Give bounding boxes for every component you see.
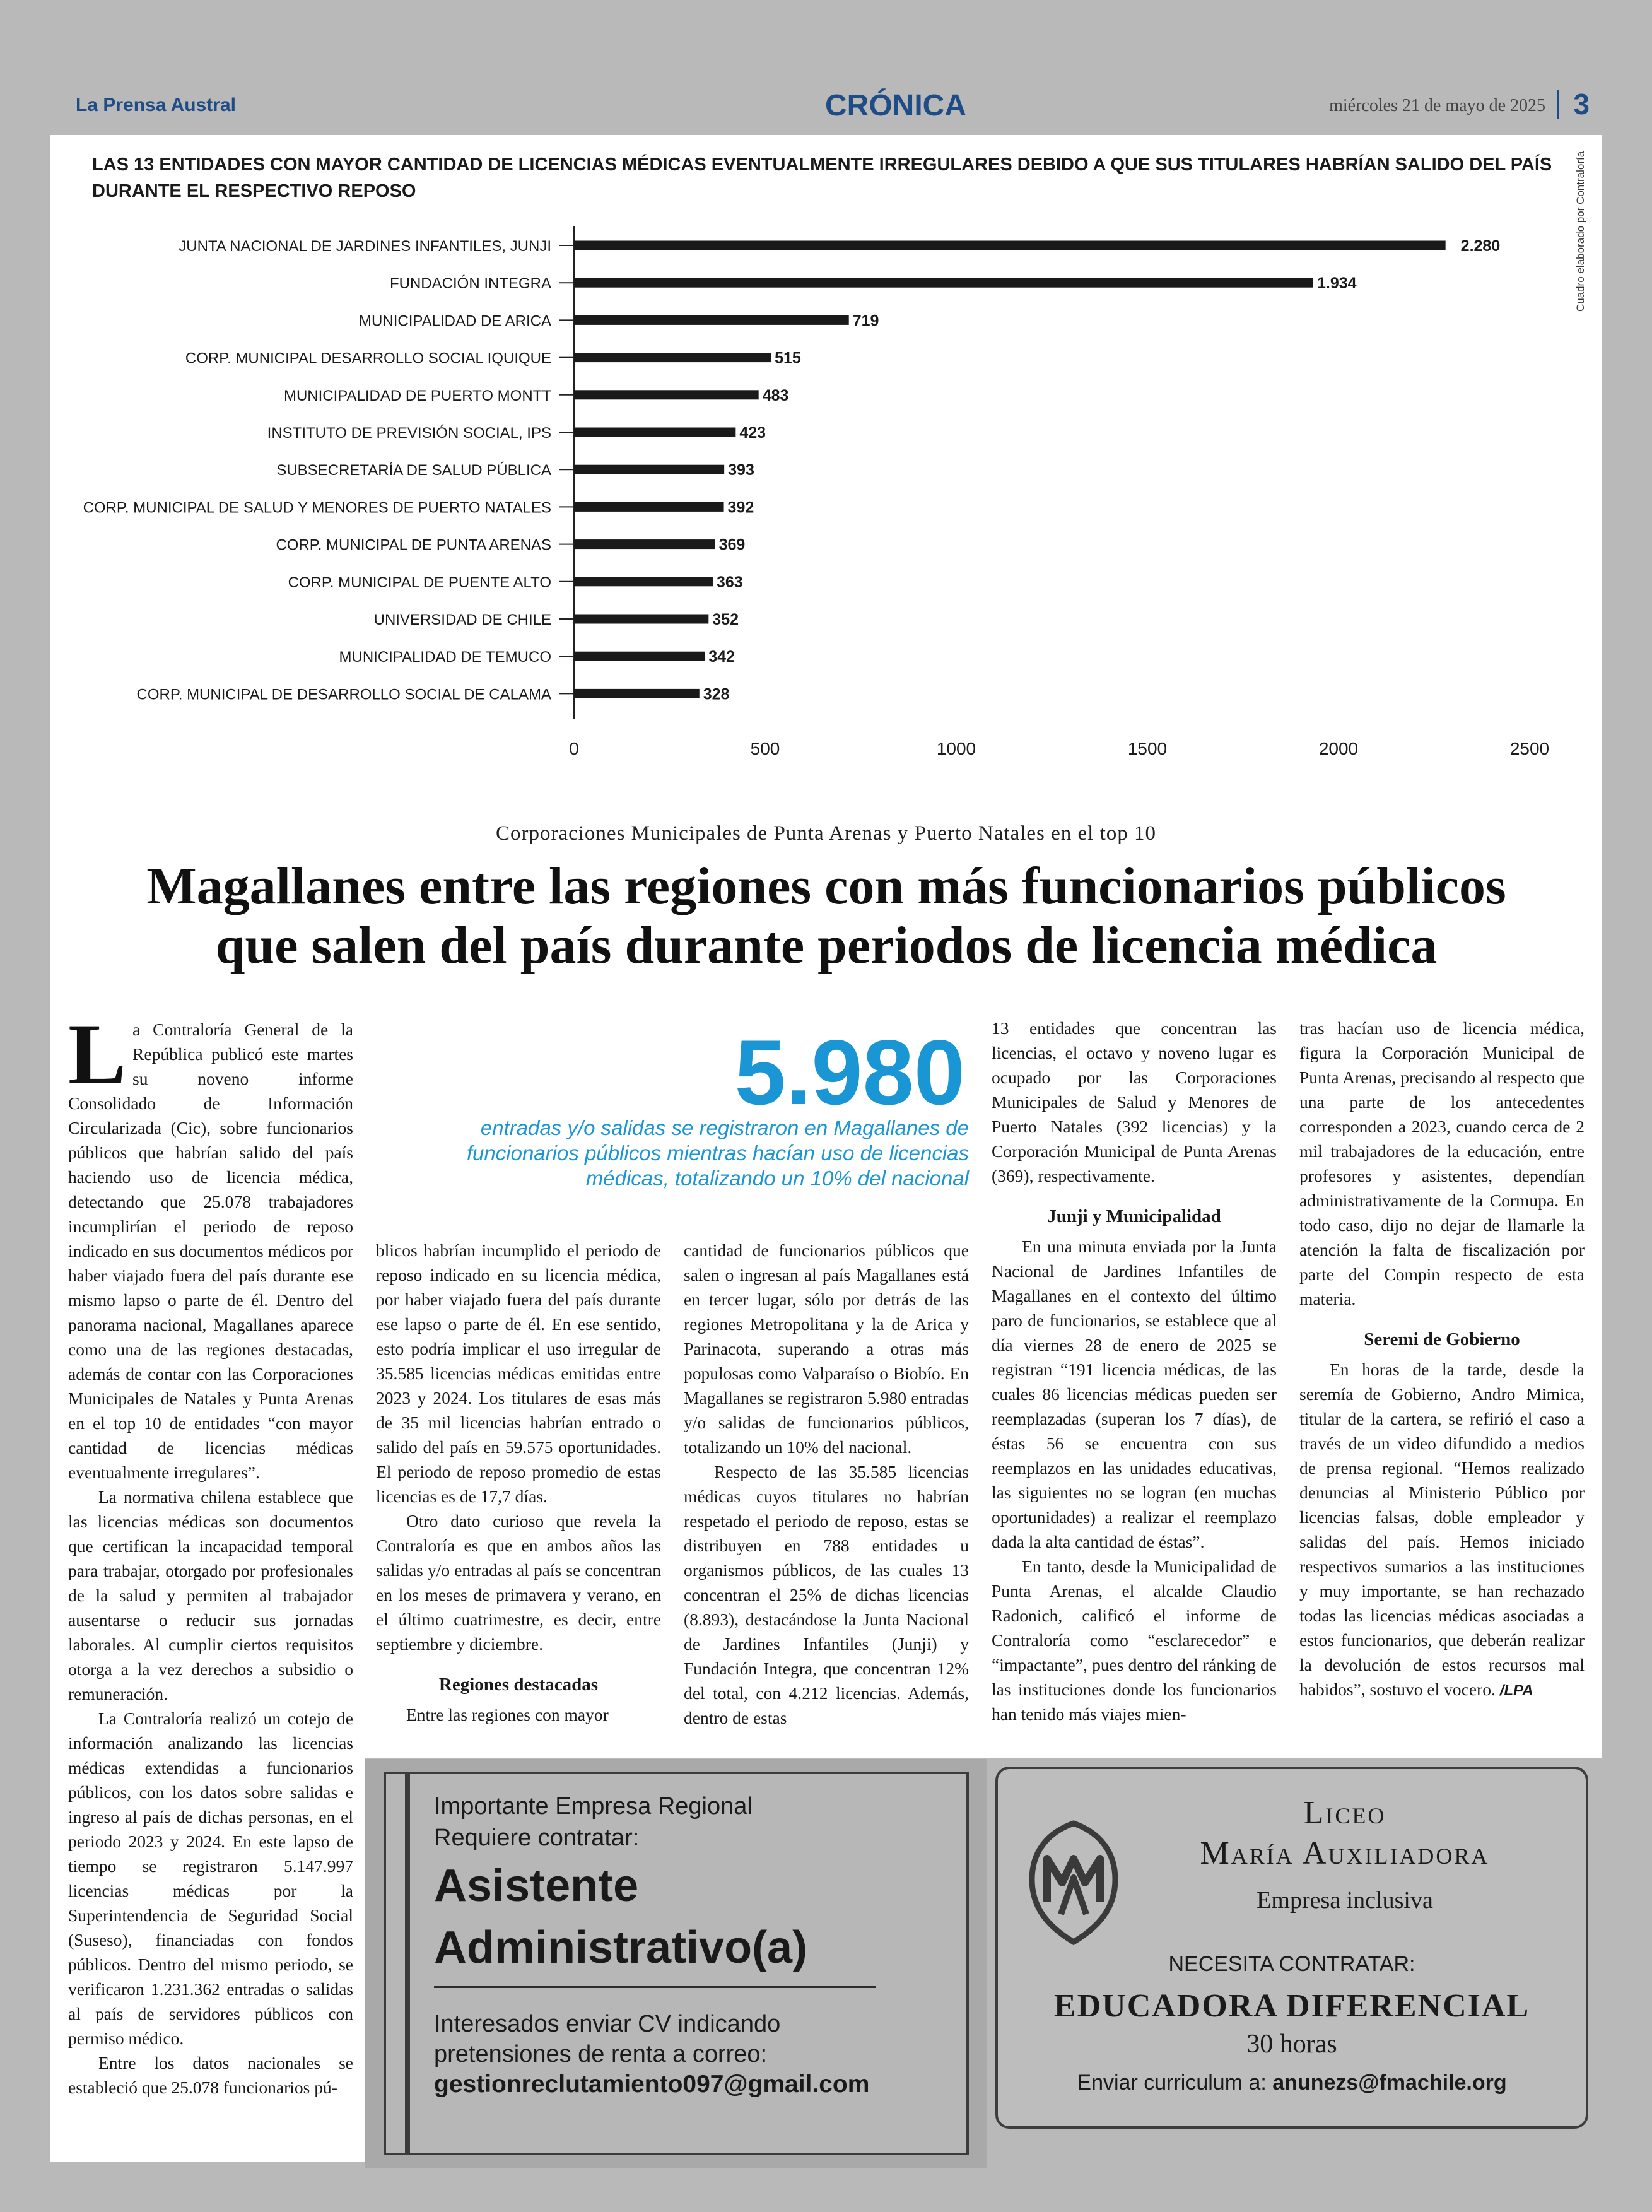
- category-label: SUBSECRETARÍA DE SALUD PÚBLICA: [276, 462, 551, 479]
- x-tick-label: 2000: [1318, 739, 1359, 758]
- paragraph: La normativa chilena establece que las licencias médicas son documentos que certifican la incapacidad temporal para trabajar, otorgado por profesionales de la salud y permiten al trabajador ausentarse o reducir sus jornadas laborales. Al cumplir ciertos requisitos otorga a la vez derechos a subsidio o remuneración.: [68, 1487, 353, 1703]
- data-label: 352: [712, 611, 739, 628]
- category-label: INSTITUTO DE PREVISIÓN SOCIAL, IPS: [267, 425, 551, 442]
- liceo-logo-icon: [1023, 1820, 1124, 1946]
- x-tick-label: 1000: [936, 739, 976, 758]
- chart-title: LAS 13 ENTIDADES CON MAYOR CANTIDAD DE LICENCIAS MÉDICAS EVENTUALMENTE IRREGULARES DEBIDO A QUE SUS TITULARES HABRÍAN SALIDO DEL PAÍS DURANTE EL RESPECTIVO REPOSO: [92, 155, 1552, 201]
- category-label: CORP. MUNICIPAL DE PUNTA ARENAS: [276, 536, 551, 554]
- category-label: FUNDACIÓN INTEGRA: [389, 275, 551, 293]
- category-label: MUNICIPALIDAD DE ARICA: [359, 312, 551, 330]
- section-title: CRÓNICA: [825, 89, 966, 122]
- bar: [574, 428, 735, 437]
- paragraph: Entre las regiones con mayor: [406, 1705, 609, 1724]
- job-ad-liceo: [995, 1767, 1588, 2129]
- job-ad-administrative: [365, 1759, 987, 2168]
- bar: [574, 390, 759, 399]
- liceo-contact: Enviar curriculum a: anunezs@fmachile.org: [1077, 2071, 1507, 2095]
- page-number: 3: [1573, 88, 1590, 121]
- paragraph: En tanto, desde la Municipalidad de Punta Arenas, el alcalde Claudio Radonich, calificó el informe de Contraloría como “esclarecedor” e “impactante”, pues dentro del ránking de las instituciones donde los funcionarios han tenido más viajes mien-: [992, 1556, 1277, 1724]
- liceo-name: Liceo María Auxiliadora: [1200, 1795, 1490, 1871]
- x-tick-label: 0: [569, 739, 579, 758]
- data-label: 483: [762, 386, 789, 404]
- category-label: CORP. MUNICIPAL DE SALUD Y MENORES DE PUERTO NATALES: [83, 499, 551, 517]
- highlight-text: entradas y/o salidas se registraron en Magallanes de funcionarios públicos mientras hacían uso de licencias médicas, totalizando un 10% del nacional: [466, 1116, 969, 1190]
- paragraph: blicos habrían incumplido el periodo de reposo indicado en su licencia médica, por haber viajado fuera del país durante ese lapso o parte de él. En ese sentido, esto podría implicar el uso irregular de 35.585 licencias médicas emitidas entre 2023 y 2024. Los titulares de esas más de 35 mil licencias habrían entrado o salido del país en 59.575 oportunidades. El periodo de reposo promedio de estas licencias es de 17,7 días.: [376, 1240, 661, 1506]
- data-label: 1.934: [1317, 274, 1357, 293]
- paragraph: tras hacían uso de licencia médica, figura la Corporación Municipal de Punta Arenas, precisando al respecto que una parte de los antecedentes corresponden a 2023, cuando cerca de 2 mil trabajadores de la educación, entre profesores y asistentes, dependían administrativamente de la Cormupa. En todo caso, dijo no dejar de llamarle la atención la falta de fiscalización por parte del Compin respecto de esta materia.: [1299, 1018, 1585, 1309]
- paragraph: Entre los datos nacionales se estableció que 25.078 funcionarios pú-: [68, 2053, 353, 2097]
- chart-source: Cuadro elaborado por Contraloría: [1574, 151, 1586, 312]
- article-column-5: [1299, 1016, 1585, 1703]
- liceo-need: NECESITA CONTRATAR:: [1168, 1952, 1415, 1976]
- bar: [574, 465, 724, 474]
- article-column-3: [684, 1238, 969, 1730]
- bar: [574, 689, 700, 698]
- data-label: 515: [775, 349, 801, 367]
- category-label: JUNTA NACIONAL DE JARDINES INFANTILES, JUNJI: [179, 238, 551, 255]
- liceo-role: EDUCADORA DIFERENCIAL: [1053, 1988, 1530, 2024]
- ad-divider: [434, 1986, 876, 1988]
- paragraph: En horas de la tarde, desde la seremía de Gobierno, Andro Mimica, titular de la cartera, se refirió el caso a través de un video difundido a medios de prensa regional. “Hemos realizado denuncias al Ministerio Público por licencias falsas, doble empleador y salidas del país. Hemos iniciado respectivos sumarios a las instituciones y muy importante, se han rechazado todas las licencias médicas asociadas a estos funcionarios, que deberán realizar la devolución de estos recursos mal habidos”, sostuvo el vocero. /LPA: [1299, 1360, 1585, 1699]
- data-label: 2.280: [1460, 237, 1501, 255]
- data-label: 369: [718, 536, 746, 554]
- headline-line-2: que salen del país durante periodos de licencia médica: [215, 916, 1438, 975]
- bar: [574, 539, 715, 549]
- category-label: CORP. MUNICIPAL DESARROLLO SOCIAL IQUIQUE: [185, 350, 551, 367]
- x-tick-label: 500: [750, 739, 780, 758]
- headline-line-1: Magallanes entre las regiones con más funcionarios públicos: [146, 857, 1506, 915]
- ad-intro: Importante Empresa Regional Requiere contratar:: [434, 1793, 753, 1851]
- liceo-tagline: Empresa inclusiva: [1257, 1887, 1433, 1914]
- bar-chart: [0, 0, 1652, 795]
- paragraph: La Contraloría General de la República publicó este martes su noveno informe Consolidado de Información Circularizada (Cic), sobre funcionarios públicos que habrían salido del país haciendo uso de licencia médica, detectando que 25.078 trabajadores incumplirían el periodo de reposo indicado en sus documentos médicos por haber viajado fuera del país durante ese mismo lapso o parte de él. Dentro del panorama nacional, Magallanes aparece como una de las regiones destacadas, además de contar con las Corporaciones Municipales de Natales y Punta Arenas en el top 10 de entidades “con mayor cantidad de licencias médicas eventualmente irregulares”.: [68, 1006, 353, 1482]
- paragraph: En una minuta enviada por la Junta Nacional de Jardines Infantiles de Magallanes en el contexto del último paro de funcionarios, se establece que al día viernes 28 de enero de 2025 se registran “191 licencia médicas, de las cuales 86 licencias médicas pueden ser reemplazadas (superan los 7 días), de éstas 56 se encuentra con sus reemplazos en las unidades educativas, las siguientes no se logran (en muchas oportunidades) a realizar el reemplazo dada la alta cantidad de éstas”.: [992, 1237, 1277, 1551]
- bar: [574, 241, 1446, 250]
- article-column-2: [376, 1238, 661, 1727]
- data-label: 328: [703, 685, 730, 703]
- ad-role: Asistente Administrativo(a): [434, 1861, 808, 1973]
- paragraph: La Contraloría realizó un cotejo de información analizando las licencias médicas extendidas a funcionarios públicos, con los datos sobre salidas e ingreso al país de dichas personas, en el periodo 2023 y 2024. En este lapso de tiempo se registraron 5.147.997 licencias médicas por la Superintendencia de Seguridad Social (Suseso), financiadas con fondos públicos. Dentro del mismo periodo, se verificaron 1.231.362 entradas o salidas al país de servidores públicos con permiso médico.: [68, 1709, 353, 2048]
- drop-cap: L: [68, 1006, 127, 1102]
- category-label: MUNICIPALIDAD DE PUERTO MONTT: [283, 387, 551, 404]
- data-label: 719: [852, 312, 879, 330]
- data-label: 423: [739, 424, 766, 442]
- article-headline: [63, 857, 1590, 975]
- bar: [574, 615, 708, 624]
- paragraph: cantidad de funcionarios públicos que salen o ingresan al país Magallanes está en tercer lugar, sólo por detrás de las regiones Metropolitana y la de Arica y Parinacota, superando a otras más populosas como Valparaíso o Biobío. En Magallanes se registraron 5.980 entradas y/o salidas de funcionarios públicos, totalizando un 10% del nacional.: [684, 1240, 969, 1457]
- article-column-1: [68, 1006, 353, 2100]
- data-label: 342: [708, 648, 735, 666]
- paragraph: 13 entidades que concentran las licencias, el octavo y noveno lugar es ocupado por las Corporaciones Municipales de Salud y Menores de Puerto Natales (392 licencias) y la Corporación Municipal de Punta Arenas (369), respectivamente.: [992, 1018, 1277, 1185]
- bar: [574, 353, 771, 362]
- highlight-number: 5.980: [734, 1021, 965, 1124]
- ad-email[interactable]: gestionreclutamiento097@gmail.com: [434, 2071, 870, 2098]
- bar: [574, 502, 724, 512]
- liceo-email[interactable]: anunezs@fmachile.org: [1272, 2071, 1507, 2095]
- issue-date: miércoles 21 de mayo de 2025: [1329, 96, 1545, 115]
- paragraph: Otro dato curioso que revela la Contraloría es que en ambos años las salidas y/o entradas al país se concentran en los meses de primavera y verano, en el último cuatrimestre, es decir, entre septiembre y diciembre.: [376, 1511, 661, 1654]
- data-label: 363: [716, 573, 743, 591]
- category-label: CORP. MUNICIPAL DE PUENTE ALTO: [288, 574, 551, 591]
- subhead-seremi: Seremi de Gobierno: [1364, 1329, 1520, 1350]
- x-tick-label: 1500: [1127, 739, 1168, 758]
- category-label: CORP. MUNICIPAL DE DESARROLLO SOCIAL DE CALAMA: [136, 686, 551, 703]
- bar: [574, 577, 713, 586]
- data-label: 393: [728, 461, 754, 479]
- x-tick-label: 2500: [1509, 739, 1550, 758]
- article-kicker: Corporaciones Municipales de Punta Arenas y Puerto Natales en el top 10: [495, 822, 1156, 845]
- liceo-hours: 30 horas: [1246, 2030, 1337, 2059]
- bar: [574, 652, 705, 661]
- bar: [574, 315, 849, 325]
- paragraph: Respecto de las 35.585 licencias médicas cuyos titulares no habrían respetado el periodo de reposo, estas se distribuyen en 788 entidades u organismos públicos, de las cuales 13 concentran el 25% de dichas licencias (8.893), destacándose la Junta Nacional de Jardines Infantiles (Junji) y Fundación Integra, que concentran 12% del total, con 4.212 licencias. Además, dentro de estas: [684, 1462, 969, 1727]
- author-signature: /LPA: [1499, 1682, 1533, 1699]
- data-label: 392: [727, 498, 754, 517]
- article-column-4: [992, 1016, 1277, 1726]
- ad-instructions: Interesados enviar CV indicando pretensiones de renta a correo:: [434, 2011, 781, 2068]
- newspaper-brand: La Prensa Austral: [76, 95, 236, 115]
- category-label: MUNICIPALIDAD DE TEMUCO: [339, 649, 551, 666]
- subhead-junji: Junji y Municipalidad: [1047, 1206, 1221, 1227]
- subhead-regiones: Regiones destacadas: [438, 1674, 599, 1695]
- bar: [574, 278, 1313, 288]
- category-label: UNIVERSIDAD DE CHILE: [373, 611, 551, 628]
- ad-side-bar: [405, 1774, 410, 2153]
